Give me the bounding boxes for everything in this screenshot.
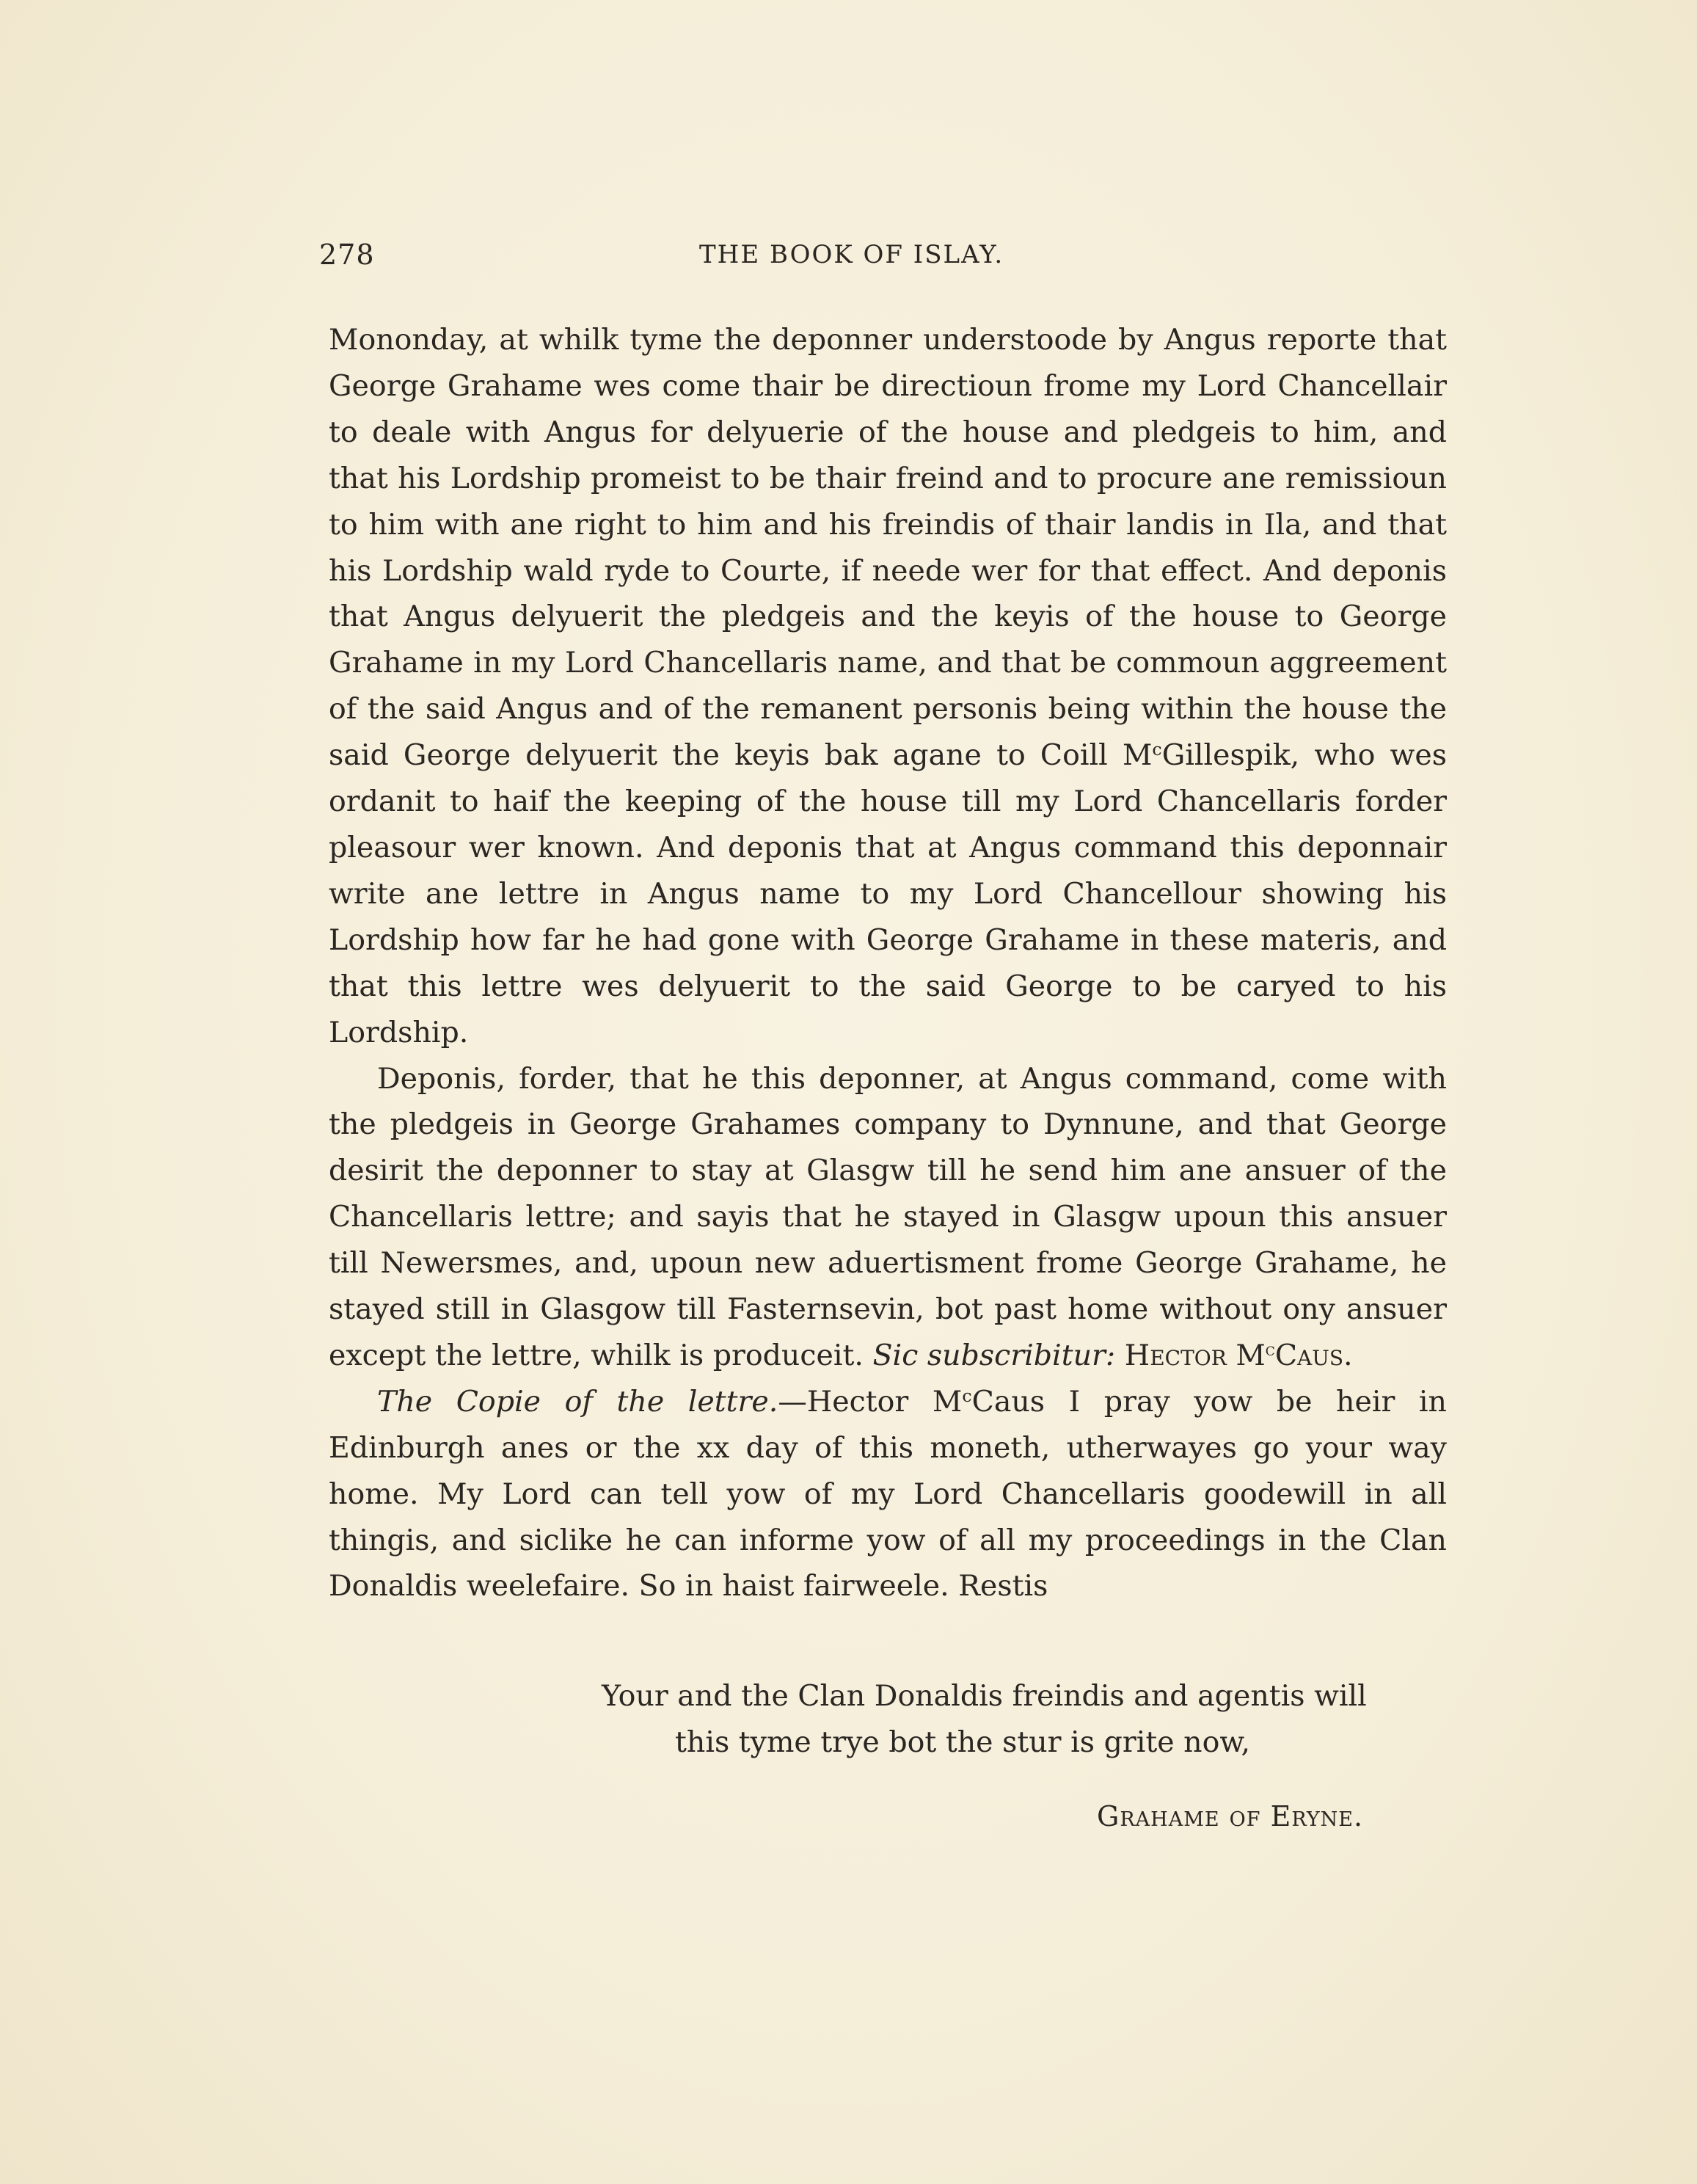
signature-hector-a: Hector M: [1124, 1338, 1266, 1372]
signature-hector-sup: c: [1265, 1339, 1275, 1360]
page-number: 278: [319, 239, 375, 271]
signoff-line-1: Your and the Clan Donaldis freindis and agentis will: [602, 1679, 1367, 1713]
paragraph-3-text-a: —Hector M: [778, 1384, 963, 1419]
signoff-line-2: this tyme trye bot the stur is grite now,: [675, 1725, 1251, 1759]
paragraph-3-sup: c: [962, 1385, 972, 1406]
paragraph-3: [329, 1379, 1447, 1610]
paragraph-2: [329, 1056, 1447, 1379]
signature-hector-b: Caus.: [1274, 1338, 1353, 1372]
body-text: [329, 317, 1447, 1609]
superscript-c: c: [1152, 739, 1162, 760]
paragraph-1-text-end: Gillespik, who wes ordanit to haif the keeping of the house till my Lord Chancellaris forder pleasour wer known. And deponis that at Angus command this deponnair write ane lettre in Angus name to my Lord Chancellour showing his Lordship how far he had gone with George Grahame in these materis, and that this lettre wes delyuerit to the said George to be caryed to his Lordship.: [329, 738, 1447, 1049]
letter-signoff: [602, 1673, 1445, 1766]
running-title: THE BOOK OF ISLAY.: [699, 240, 1004, 269]
sic-subscribitur: Sic subscribitur:: [872, 1338, 1116, 1372]
paragraph-1: [329, 317, 1447, 1056]
signature-hector: [1125, 1339, 1353, 1372]
copie-heading: The Copie of the lettre.: [377, 1384, 778, 1419]
paragraph-2-text: Deponis, forder, that he this deponner, at Angus command, come with the pledgeis in George Grahames company to Dynnune, and that George desirit the deponner to stay at Glasgw till he send him ane ansuer of the Chancellaris lettre; and sayis that he stayed in Glasgw upoun this ansuer till Newersmes, and, upoun new aduertisment frome George Grahame, he stayed still in Glasgow till Fasternsevin, bot past home without ony ansuer except the lettre, whilk is produceit.: [329, 1061, 1447, 1372]
paragraph-3-text-b: Caus I pray yow be heir in Edinburgh anes or the xx day of this moneth, utherwayes go your way home. My Lord can tell yow of my Lord Chancellaris goodewill in all thingis, and siclike he can informe yow of all my proceedings in the Clan Donaldis weelefaire. So in haist fairweele. Restis: [329, 1384, 1447, 1604]
signature-grahame: Grahame of Eryne.: [1097, 1800, 1364, 1832]
page-header: [319, 239, 1438, 275]
paragraph-1-text: Mononday, at whilk tyme the deponner understoode by Angus reporte that George Grahame wes come thair be directioun frome my Lord Chancellair to deale with Angus for delyuerie of the house and pledgeis to him, and that his Lordship promeist to be thair freind and to procure ane remissioun to him with ane right to him and his freindis of thair landis in Ila, and that his Lordship wald ryde to Courte, if neede wer for that effect. And deponis that Angus delyuerit the pledgeis and the keyis of the house to George Grahame in my Lord Chancellaris name, and that be commoun aggreement of the said Angus and of the remanent personis being within the house the said George delyuerit the keyis bak agane to Coill M: [329, 323, 1447, 773]
